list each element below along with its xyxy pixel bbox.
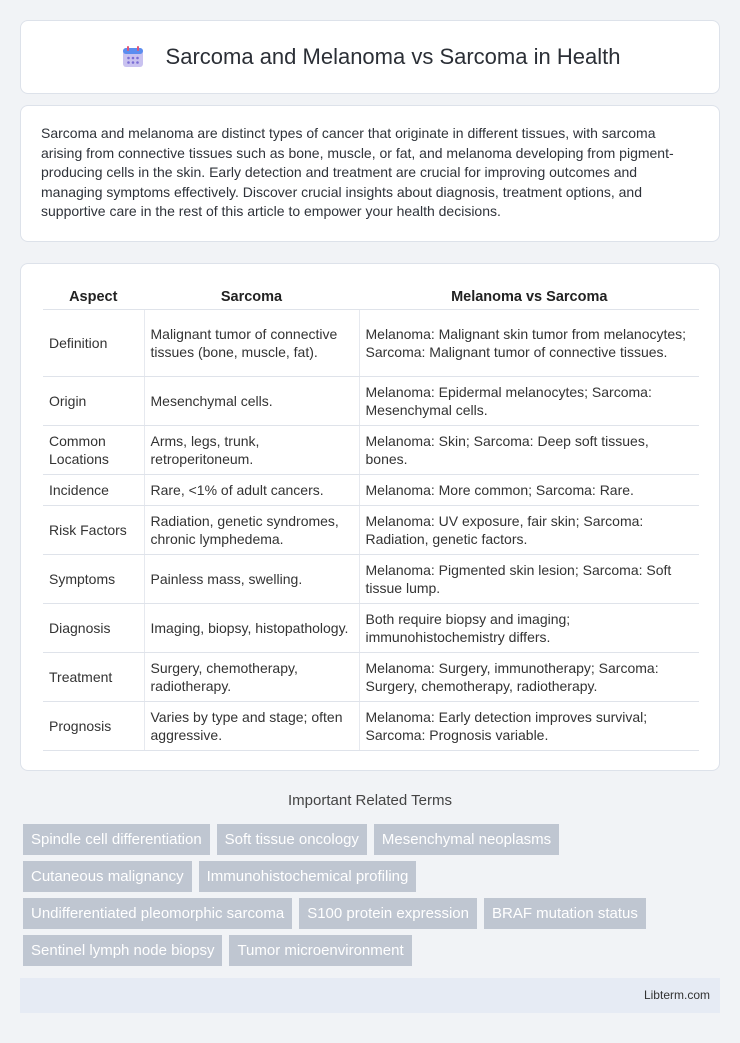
comparison-table-card (20, 263, 720, 771)
cell-aspect: Incidence (43, 474, 144, 505)
tag-spindle-cell-differentiation[interactable]: Spindle cell differentiation (23, 824, 210, 855)
cell-aspect: Treatment (43, 652, 144, 701)
cell-sarcoma: Mesenchymal cells. (144, 376, 359, 425)
related-terms-tags (23, 824, 723, 972)
cell-aspect: Risk Factors (43, 505, 144, 554)
cell-sarcoma: Painless mass, swelling. (144, 554, 359, 603)
cell-sarcoma: Rare, <1% of adult cancers. (144, 474, 359, 505)
cell-sarcoma: Arms, legs, trunk, retroperitoneum. (144, 425, 359, 474)
table-row (43, 309, 699, 376)
header-comparison: Melanoma vs Sarcoma (359, 284, 699, 309)
tag-row (23, 898, 723, 929)
tag-immunohistochemical-profiling[interactable]: Immunohistochemical profiling (199, 861, 417, 892)
comparison-table (43, 284, 699, 751)
table-row (43, 603, 699, 652)
tag-braf-mutation-status[interactable]: BRAF mutation status (484, 898, 646, 929)
footer (20, 978, 720, 1013)
table-row (43, 652, 699, 701)
cell-aspect: Common Locations (43, 425, 144, 474)
calendar-icon (120, 44, 146, 70)
table-row (43, 474, 699, 505)
cell-comparison: Melanoma: Skin; Sarcoma: Deep soft tissues, bones. (359, 425, 699, 474)
table-row (43, 425, 699, 474)
page-title: Sarcoma and Melanoma vs Sarcoma in Health (165, 44, 621, 69)
footer-site-link[interactable]: Libterm.com (643, 988, 710, 1002)
cell-aspect: Origin (43, 376, 144, 425)
tag-mesenchymal-neoplasms[interactable]: Mesenchymal neoplasms (374, 824, 559, 855)
header-sarcoma: Sarcoma (144, 284, 359, 309)
table-row (43, 505, 699, 554)
cell-aspect: Definition (43, 309, 144, 376)
table-header-row (43, 284, 699, 309)
cell-comparison: Melanoma: Epidermal melanocytes; Sarcoma: Mesenchymal cells. (359, 376, 699, 425)
tag-row (23, 861, 723, 892)
cell-sarcoma: Imaging, biopsy, histopathology. (144, 603, 359, 652)
cell-sarcoma: Malignant tumor of connective tissues (bone, muscle, fat). (144, 309, 359, 376)
tag-sentinel-lymph-node-biopsy[interactable]: Sentinel lymph node biopsy (23, 935, 222, 966)
tag-tumor-microenvironment[interactable]: Tumor microenvironment (229, 935, 411, 966)
intro-text: Sarcoma and melanoma are distinct types of cancer that originate in different tissues, with sarcoma arising from connective tissues such as bone, muscle, or fat, and melanoma developing from pigment-producing cells in the skin. Early detection and treatment are crucial for improving outcomes and managing symptoms effectively. Discover crucial insights about diagnosis, treatment options, and supportive care in the rest of this article to empower your health decisions. (41, 125, 674, 220)
tag-row (23, 824, 723, 855)
cell-comparison: Both require biopsy and imaging; immunohistochemistry differs. (359, 603, 699, 652)
cell-comparison: Melanoma: Pigmented skin lesion; Sarcoma: Soft tissue lump. (359, 554, 699, 603)
tag-undifferentiated-pleomorphic-sarcoma[interactable]: Undifferentiated pleomorphic sarcoma (23, 898, 292, 929)
tag-soft-tissue-oncology[interactable]: Soft tissue oncology (217, 824, 367, 855)
cell-comparison: Melanoma: Early detection improves survival; Sarcoma: Prognosis variable. (359, 701, 699, 750)
tag-cutaneous-malignancy[interactable]: Cutaneous malignancy (23, 861, 192, 892)
cell-comparison: Melanoma: Malignant skin tumor from melanocytes; Sarcoma: Malignant tumor of connective tissues. (359, 309, 699, 376)
table-row (43, 554, 699, 603)
cell-aspect: Prognosis (43, 701, 144, 750)
cell-sarcoma: Varies by type and stage; often aggressive. (144, 701, 359, 750)
related-terms-title: Important Related Terms (288, 792, 452, 809)
tag-row (23, 935, 723, 966)
cell-comparison: Melanoma: UV exposure, fair skin; Sarcoma: Radiation, genetic factors. (359, 505, 699, 554)
header-aspect: Aspect (43, 284, 144, 309)
cell-sarcoma: Surgery, chemotherapy, radiotherapy. (144, 652, 359, 701)
header-card (20, 20, 720, 94)
table-row (43, 376, 699, 425)
table-row (43, 701, 699, 750)
cell-sarcoma: Radiation, genetic syndromes, chronic lymphedema. (144, 505, 359, 554)
cell-comparison: Melanoma: More common; Sarcoma: Rare. (359, 474, 699, 505)
tag-s100-protein-expression[interactable]: S100 protein expression (299, 898, 477, 929)
cell-comparison: Melanoma: Surgery, immunotherapy; Sarcoma: Surgery, chemotherapy, radiotherapy. (359, 652, 699, 701)
cell-aspect: Diagnosis (43, 603, 144, 652)
cell-aspect: Symptoms (43, 554, 144, 603)
intro-card (20, 105, 720, 242)
